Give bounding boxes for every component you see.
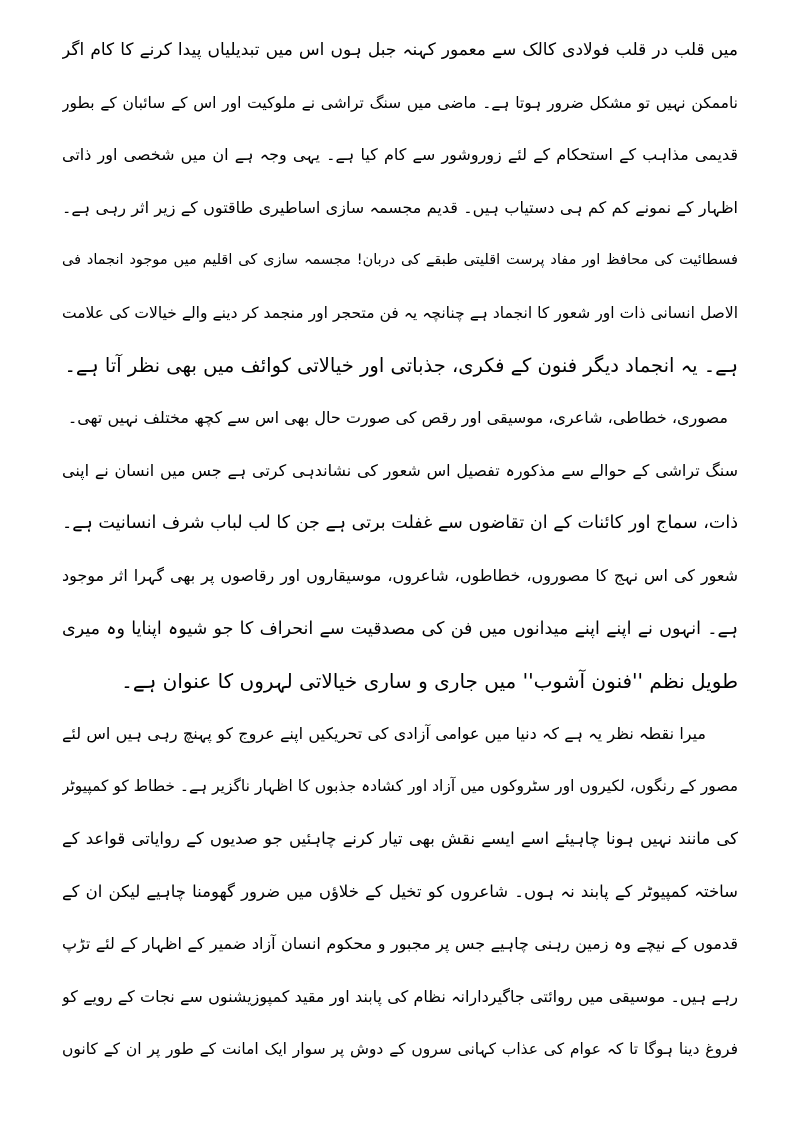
text-line-paragraph-start: میرا نقطہ نظر یہ ہے کہ دنیا میں عوامی آزادی کی تحریکیں اپنے عروج کو پہنچ رہی ہیں اس لئے xyxy=(62,723,706,743)
text-line: ذات، سماج اور کائنات کے ان تقاضوں سے غفلت برتی ہے جن کا لب لباب شرف انسانیت ہے۔ xyxy=(62,513,738,534)
text-line: الاصل انسانی ذات اور شعور کا انجماد ہے چنانچہ یہ فن متحجر اور منجمد کر دینے والے خیالات کی علامت xyxy=(62,303,738,322)
text-line-paragraph-end: طویل نظم ''فنون آشوب'' میں جاری و ساری خیالاتی لہروں کا عنوان ہے۔ xyxy=(121,669,738,694)
text-line: ناممکن نہیں تو مشکل ضرور ہوتا ہے۔ ماضی میں سنگ تراشی نے ملوکیت اور اس کے سائبان کے بطور xyxy=(62,93,738,112)
text-line: فروغ دینا ہوگا تا کہ عوام کی عذاب کہانی سروں کے دوش پر سوار ایک امانت کے طور پر ان کے کانوں xyxy=(62,1040,738,1059)
text-line: قدموں کے نیچے وہ زمین رہنی چاہیے جس پر مجبور و محکوم انسان آزاد ضمیر کے اظہار کے لئے تڑپ xyxy=(62,934,738,954)
text-line: اظہار کے نمونے کم کم ہی دستیاب ہیں۔ قدیم مجسمہ سازی اساطیری طاقتوں کے زیر اثر رہی ہے۔ xyxy=(62,197,738,217)
text-line: شعور کی اس نہج کا مصوروں، خطاطوں، شاعروں، موسیقاروں اور رقاصوں پر بھی گہرا اثر موجود xyxy=(62,565,738,585)
text-line-paragraph-end: ہے۔ یہ انجماد دیگر فنون کے فکری، جذباتی اور خیالاتی کوائف میں بھی نظر آتا ہے۔ xyxy=(64,353,738,377)
text-line: رہے ہیں۔ موسیقی میں روائتی جاگیردارانہ نظام کی پابند اور مقید کمپوزیشنوں سے نجات کے رویے کو xyxy=(62,986,738,1006)
text-line: ساختہ کمپیوٹر کے پابند نہ ہوں۔ شاعروں کو تخیل کے خلاؤں میں ضرور گھومنا چاہیے لیکن ان کے xyxy=(62,881,738,901)
text-line: قدیمی مذاہب کے استحکام کے لئے زوروشور سے کام کیا ہے۔ یہی وجہ ہے ان میں شخصی اور ذاتی xyxy=(62,145,738,165)
text-line: سنگ تراشی کے حوالے سے مذکورہ تفصیل اس شعور کی نشاندہی کرتی ہے جس میں انسان نے اپنی xyxy=(62,460,738,480)
text-line: مصور کے رنگوں، لکیروں اور سٹروکوں میں آزاد اور کشادہ جذبوں کا اظہار ناگزیر ہے۔ خطاط کو کمپیوٹر xyxy=(62,777,738,796)
text-line: کی مانند نہیں ہونا چاہیئے اسے ایسے نقش بھی تیار کرنے چاہئیں جو صدیوں کے روایاتی قواعد کے xyxy=(62,828,738,848)
text-line-paragraph: مصوری، خطاطی، شاعری، موسیقی اور رقص کی صورت حال بھی اس سے کچھ مختلف نہیں تھی۔ xyxy=(67,408,728,428)
text-line: میں قلب در قلب فولادی کالک سے معمور کہنہ جبل ہوں اس میں تبدیلیاں پیدا کرنے کا کام اگر xyxy=(62,40,738,60)
text-line: فسطائیت کی محافظ اور مفاد پرست اقلیتی طبقے کی دربان! مجسمہ سازی کی اقلیم میں موجود انجماد فی xyxy=(62,252,738,269)
text-line: ہے۔ انہوں نے اپنے اپنے میدانوں میں فن کی مصدقیت سے انحراف کا جو شیوہ اپنایا وہ میری xyxy=(62,618,738,639)
document-page xyxy=(62,24,738,1076)
